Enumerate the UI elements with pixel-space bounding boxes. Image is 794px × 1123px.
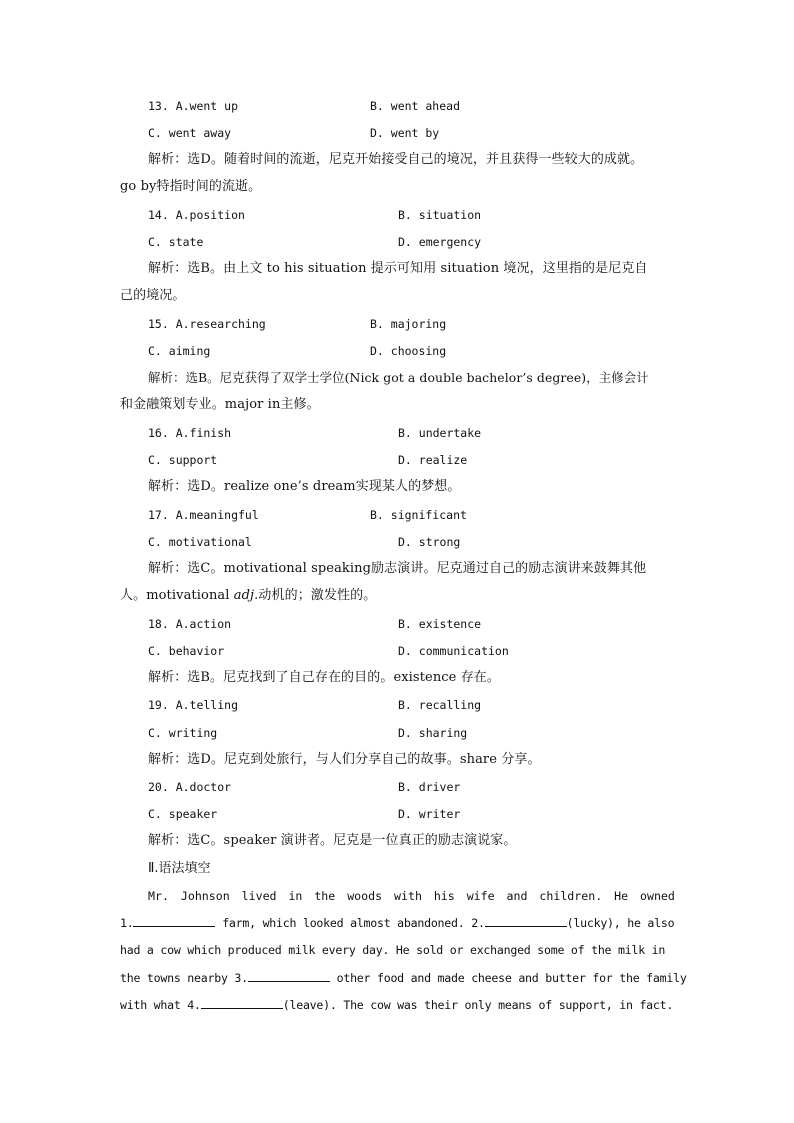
option-c: C. state: [148, 235, 204, 249]
option-c: C. motivational: [148, 535, 252, 549]
passage-line: [120, 888, 675, 904]
explanation-text: 人。motivational: [120, 588, 234, 603]
option-c: C. went away: [148, 126, 232, 140]
passage-text: other food and made cheese and butter for the family: [329, 971, 687, 985]
option-d: D. choosing: [370, 344, 447, 358]
explanation-line: [120, 588, 376, 604]
passage-word: the: [314, 889, 336, 903]
option-d: D. writer: [398, 807, 461, 821]
explanation-line: 解析：选D。realize one’s dream实现某人的梦想。: [148, 479, 461, 494]
answer-blank-3[interactable]: [248, 970, 330, 982]
passage-word: Johnson: [180, 889, 230, 903]
option-b: B. recalling: [398, 698, 482, 712]
option-d: D. communication: [398, 644, 509, 658]
option-a: 14. A.position: [148, 208, 245, 222]
passage-text: (leave). The cow was their only means of support, in fact.: [282, 998, 674, 1012]
explanation-line: 解析：选D。尼克到处旅行，与人们分享自己的故事。share 分享。: [148, 752, 541, 767]
explanation-text: 动机的；激发性的。: [258, 588, 377, 603]
passage-word: He: [614, 889, 629, 903]
option-c: C. writing: [148, 726, 218, 740]
option-a: 16. A.finish: [148, 426, 232, 440]
option-b: B. existence: [398, 617, 482, 631]
option-b: B. driver: [398, 780, 461, 794]
passage-word: woods: [347, 889, 383, 903]
passage-word: lived: [241, 889, 277, 903]
answer-blank-4[interactable]: [201, 997, 283, 1009]
option-d: D. strong: [398, 535, 461, 549]
passage-word: in: [288, 889, 303, 903]
explanation-line: go by特指时间的流逝。: [120, 179, 262, 194]
passage-word: children.: [539, 889, 603, 903]
passage-word: with: [394, 889, 422, 903]
option-d: D. realize: [398, 453, 468, 467]
explanation-line: 解析：选C。speaker 演讲者。尼克是一位真正的励志演说家。: [148, 833, 517, 848]
explanation-line: 解析：选B。尼克获得了双学士学位(Nick got a double bachelor’s degree)，主修会计: [148, 370, 649, 385]
option-c: C. behavior: [148, 644, 225, 658]
explanation-line: 解析：选B。尼克找到了自己存在的目的。existence 存在。: [148, 670, 501, 685]
option-b: B. majoring: [370, 317, 447, 331]
option-a: 17. A.meaningful: [148, 508, 259, 522]
answer-blank-2[interactable]: [485, 915, 567, 927]
part-of-speech: adj.: [233, 588, 259, 603]
passage-word: wife: [466, 889, 495, 903]
passage-word: his: [433, 889, 455, 903]
blank-number: 1.: [120, 916, 134, 930]
passage-line: [120, 997, 675, 1013]
explanation-line: 解析：选C。motivational speaking励志演讲。尼克通过自己的励志演讲来鼓舞其他: [148, 561, 647, 576]
explanation-line: 己的境况。: [120, 288, 186, 303]
option-a: 15. A.researching: [148, 317, 266, 331]
option-a: 20. A.doctor: [148, 780, 232, 794]
passage-text: the towns nearby 3.: [120, 971, 248, 985]
option-d: D. emergency: [398, 235, 482, 249]
option-a: 19. A.telling: [148, 698, 239, 712]
answer-blank-1[interactable]: [133, 915, 215, 927]
option-b: B. went ahead: [370, 99, 461, 113]
explanation-line: 解析：选D。随着时间的流逝，尼克开始接受自己的境况，并且获得一些较大的成就。: [148, 152, 644, 167]
passage-text: farm, which looked almost abandoned. 2.: [215, 916, 485, 930]
passage-text: with what 4.: [120, 998, 201, 1012]
option-c: C. aiming: [148, 344, 211, 358]
passage-line: [120, 915, 675, 931]
passage-word: Mr.: [148, 889, 169, 903]
option-c: C. support: [148, 453, 218, 467]
option-d: D. went by: [370, 126, 440, 140]
explanation-line: 和金融策划专业。major in主修。: [120, 397, 320, 412]
passage-line: [120, 970, 687, 986]
passage-word: owned: [639, 889, 675, 903]
passage-line: had a cow which produced milk every day. He sold or exchanged some of the milk in: [120, 943, 666, 957]
option-b: B. situation: [398, 208, 482, 222]
option-c: C. speaker: [148, 807, 218, 821]
passage-text: (lucky), he also: [566, 916, 675, 930]
option-d: D. sharing: [398, 726, 468, 740]
option-a: 13. A.went up: [148, 99, 239, 113]
section-heading: Ⅱ.语法填空: [148, 861, 211, 876]
option-b: B. significant: [370, 508, 467, 522]
option-a: 18. A.action: [148, 617, 232, 631]
passage-word: and: [506, 889, 528, 903]
explanation-line: 解析：选B。由上文 to his situation 提示可知用 situation 境况，这里指的是尼克自: [148, 261, 648, 276]
option-b: B. undertake: [398, 426, 482, 440]
